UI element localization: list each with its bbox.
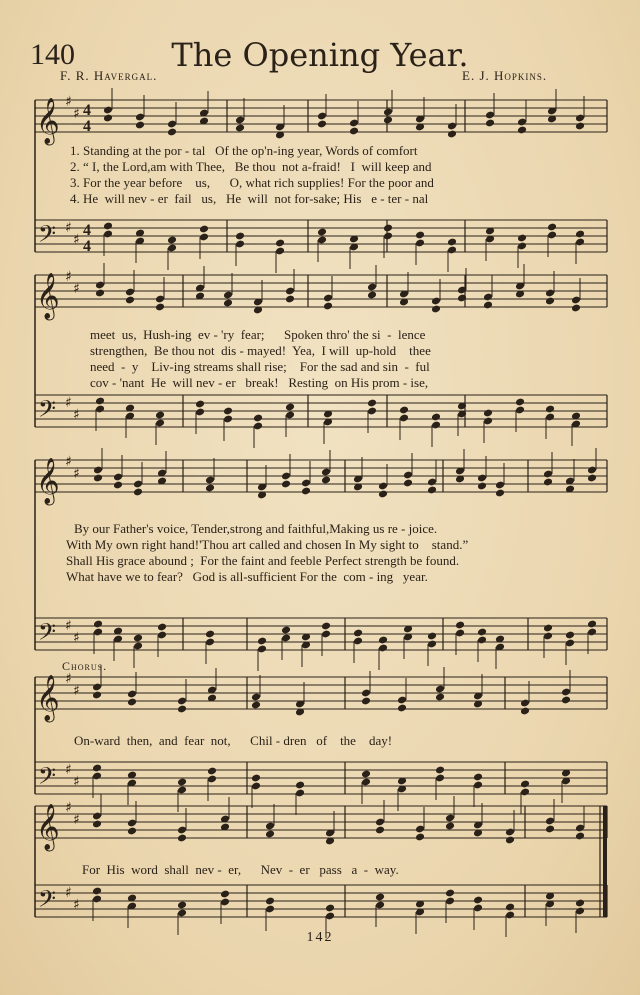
system1-bass-note [275,239,285,248]
treble-clef: 𝄞 [36,804,60,850]
system3-bass-note [587,620,597,629]
chorus2-bass-note [92,887,102,896]
bass-clef: 𝄢 [38,762,57,795]
system3-bass-note [157,623,167,632]
key-sharp: ♯ [65,395,72,411]
verse-1-line-1: 1. Standing at the por - tal Of the op'n-ing year, Words of comfort [70,143,418,158]
system3-bass-note [257,637,267,646]
key-sharp: ♯ [73,812,80,828]
key-sharp: ♯ [65,454,72,470]
system2-bass-note [367,399,377,408]
system3-treble-note [543,478,553,487]
system3-bass-note [353,629,363,638]
verse-2-line-1: 2. “ I, the Lord,am with Thee, Be thou not a-fraid! I will keep and [70,159,432,174]
chorus1-treble-note [92,691,102,700]
system3-bass-note [133,634,143,643]
chorus2-bass-note [445,889,455,898]
system1-treble-note [575,122,585,131]
system2-treble-note [95,289,105,298]
chorus1-treble-note [361,697,371,706]
system1-bass-note [383,224,393,233]
system1-treble-note [135,121,145,130]
key-sharp: ♯ [73,683,80,699]
hymn-number: 140 [30,38,75,71]
system1-bass-note [103,222,113,231]
bass-clef: 𝄢 [38,395,57,428]
chorus2-treble-note [575,832,585,841]
verse-4-line-3: What have we to fear? God is all-sufficient For the com - ing year. [66,569,428,584]
chorus1-bass-note [207,767,217,776]
system1-bass-note [447,238,457,247]
chorus2-bass-note [265,897,275,906]
system3-bass-note [321,622,331,631]
chorus1-bass-note [435,766,445,775]
system1-bass-note [415,231,425,240]
system3-bass-note [455,621,465,630]
page-number: 142 [306,930,334,945]
verse-1-line-2: meet us, Hush-ing ev - 'ry fear; Spoken thro' the si - lence [90,327,426,342]
treble-clef: 𝄞 [36,98,60,144]
chorus1-bass-note [473,773,483,782]
chorus1-treble-note [251,701,261,710]
verse-1-line-3: By our Father's voice, Tender,strong and faithful,Making us re - joice. [74,521,438,536]
system1-bass-note [575,230,585,239]
treble-clef: 𝄞 [36,458,60,504]
chorus1-treble-note [127,698,137,707]
system2-bass-note [483,409,493,418]
system2-bass-note [399,406,409,415]
bass-clef: 𝄢 [38,220,57,253]
system3-treble-note [205,484,215,493]
chorus1-treble-note [397,704,407,713]
system1-treble-note [103,114,113,123]
key-sharp: ♯ [65,885,72,901]
system2-bass-note [515,398,525,407]
chorus2-bass-note [220,890,230,899]
chorus1-bass-note [520,780,530,789]
key-sharp: ♯ [65,762,72,778]
key-sharp: ♯ [65,94,72,110]
verse-2-line-2: strengthen, Be thou not dis - mayed! Yea, I will up-hold thee [90,343,431,358]
system2-bass-note [545,405,555,414]
system2-treble-note [367,291,377,300]
system3-bass-note [427,632,437,641]
chorus1-bass-note [251,774,261,783]
treble-clef: 𝄞 [36,675,60,721]
chorus-lyric-2: For His word shall nev - er, Nev - er pass a - way. [82,862,399,877]
system3-bass-note [378,636,388,645]
system3-treble-note [133,488,143,497]
verse-2-line-3: With My own right hand!'Thou art called and chosen In My sight to stand.” [66,537,469,552]
system1-treble-note [167,128,177,137]
system2-bass-note [95,397,105,406]
time-signature-top: 4 [83,102,91,119]
time-signature-bottom: 4 [83,118,91,135]
system3-treble-note [301,487,311,496]
system3-treble-note [587,474,597,483]
system3-treble-note [321,476,331,485]
system2-bass-note [155,411,165,420]
key-sharp: ♯ [73,630,80,646]
chorus2-bass-note [325,904,335,913]
system2-treble-note [323,302,333,311]
system3-treble-note [403,479,413,488]
system2-treble-note [571,304,581,313]
system1-treble-note [349,127,359,136]
key-sharp: ♯ [73,281,80,297]
system3-bass-note [205,630,215,639]
system1-bass-note [517,234,527,243]
system2-bass-note [431,413,441,422]
system1-treble-note [383,116,393,125]
system1-bass-note [235,232,245,241]
composer-credit: E. J. Hopkins. [462,68,548,83]
system1-treble-note [517,126,527,135]
key-sharp: ♯ [65,269,72,285]
key-sharp: ♯ [65,800,72,816]
hymn-title: The Opening Year. [171,36,469,74]
chorus2-treble-note [127,827,137,836]
bass-clef: 𝄢 [38,618,57,651]
key-sharp: ♯ [73,106,80,122]
system3-bass-note [565,631,575,640]
chorus1-bass-note [177,778,187,787]
key-sharp: ♯ [65,671,72,687]
system1-bass-note [199,225,209,234]
author-credit: F. R. Havergal. [60,68,158,83]
chorus2-bass-note [575,899,585,908]
chorus1-bass-note [295,781,305,790]
chorus1-treble-note [177,705,187,714]
system3-treble-note [477,482,487,491]
chorus2-treble-note [265,830,275,839]
verse-4-line-1: 4. He will nev - er fail us, He will not for-sake; His e - ter - nal [70,191,429,206]
system2-treble-note [155,303,165,312]
bass-clef: 𝄢 [38,885,57,918]
verse-3-line-1: 3. For the year before us, O, what rich supplies! For the poor and [70,175,434,190]
system2-treble-note [223,299,233,308]
verse-3-line-2: need - y Liv-ing streams shall rise; For the sad and sin - ful [90,359,430,374]
chorus2-treble-note [445,822,455,831]
chorus2-treble-note [545,825,555,834]
system2-treble-note [483,301,493,310]
chorus1-treble-note [435,693,445,702]
time-signature-bottom: 4 [83,238,91,255]
system2-bass-note [223,407,233,416]
system3-treble-note [495,489,505,498]
system1-treble-note [447,130,457,139]
chorus2-bass-note [473,896,483,905]
chorus2-treble-note [415,833,425,842]
key-sharp: ♯ [73,232,80,248]
system1-bass-note [317,228,327,237]
system3-treble-note [113,481,123,490]
system2-treble-note [431,305,441,314]
chorus2-treble-note [92,820,102,829]
system3-bass-note [543,624,553,633]
system3-treble-note [427,486,437,495]
key-sharp: ♯ [65,220,72,236]
system3-bass-note [93,620,103,629]
system2-bass-note [253,414,263,423]
chorus2-treble-note [375,826,385,835]
system1-treble-note [485,119,495,128]
system1-treble-note [235,124,245,133]
chorus2-bass-note [177,901,187,910]
final-barline-thick [603,806,607,917]
system3-bass-note [477,628,487,637]
key-sharp: ♯ [73,466,80,482]
system2-treble-note [545,297,555,306]
system3-treble-note [93,474,103,483]
chorus1-treble-note [520,707,530,716]
system2-bass-note [285,403,295,412]
chorus2-bass-note [375,893,385,902]
system2-treble-note [125,296,135,305]
key-sharp: ♯ [65,618,72,634]
system2-bass-note [195,400,205,409]
verse-3-line-3: Shall His grace abound ; For the faint and feeble Perfect strength be found. [66,553,460,568]
chorus-lyric-1: On-ward then, and fear not, Chil - dren of the day! [74,733,393,748]
system1-bass-note [167,236,177,245]
verse-4-line-2: cov - 'nant He will nev - er break! Resting on His prom - ise, [90,375,429,390]
key-sharp: ♯ [73,407,80,423]
system3-bass-note [281,626,291,635]
chorus1-treble-note [561,696,571,705]
treble-clef: 𝄞 [36,273,60,319]
chorus1-bass-note [92,764,102,773]
key-sharp: ♯ [73,774,80,790]
system1-treble-note [317,120,327,129]
time-signature-top: 4 [83,222,91,239]
chorus1-bass-note [361,770,371,779]
chorus-label: Chorus. [62,659,108,673]
chorus2-treble-note [505,836,515,845]
system3-treble-note [378,490,388,499]
system3-treble-note [281,480,291,489]
chorus2-bass-note [505,903,515,912]
key-sharp: ♯ [73,897,80,913]
system2-treble-note [285,295,295,304]
system1-bass-note [547,223,557,232]
chorus2-treble-note [177,834,187,843]
